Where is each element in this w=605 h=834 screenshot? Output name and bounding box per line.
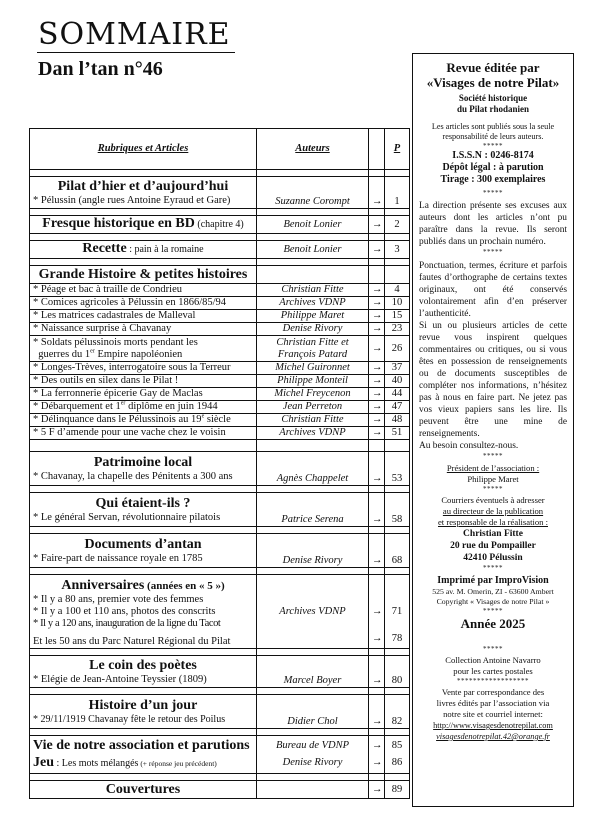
section-title: Anniversaires	[61, 578, 145, 593]
arrow-icon: →	[369, 362, 385, 375]
page-number: 71	[391, 606, 403, 617]
consult-note: Au besoin consultez-nous.	[419, 441, 519, 451]
arrow-icon: →	[372, 633, 383, 644]
arrow-icon: →	[369, 216, 385, 234]
article-author: Benoit Lonier	[257, 216, 369, 234]
arrow-icon: →	[369, 297, 385, 310]
article-author: Denise Rivory	[282, 756, 343, 768]
toc-section-row: Vie de notre association et parutions Jeu : Les mots mélangés (+ réponse jeu précédent) Bureau de VDNP Denise Rivory → → 85 86	[30, 736, 410, 774]
section-title: Grande Histoire & petites histoires	[38, 266, 248, 282]
responsibility-line2: responsabilité de leurs auteurs.	[442, 132, 544, 141]
toc-section-row	[30, 452, 410, 486]
sales-line3: notre site et courriel internet:	[443, 709, 543, 719]
article-title: * Soldats pélussinois morts pendant les guerres du 1er Empire napoléonien	[30, 336, 257, 362]
page-number: 37	[385, 362, 410, 375]
article-title: * 5 F d’amende pour une vache chez le voisin	[30, 427, 257, 440]
article-title: * Naissance surprise à Chavanay	[30, 323, 257, 336]
table-of-contents	[29, 128, 410, 799]
article-title: * La ferronnerie épicerie Gay de Maclas	[30, 388, 257, 401]
article-title: * Il y a 80 ans, premier vote des femmes	[33, 594, 204, 605]
arrow-icon: →	[369, 695, 385, 729]
arrow-icon: →	[372, 606, 383, 617]
separator-stars: *****	[483, 142, 503, 150]
article-author: Jean Perreton	[257, 401, 369, 414]
article-author: Philippe Monteil	[257, 375, 369, 388]
column-header-authors: Auteurs	[257, 129, 369, 170]
page-number: 44	[385, 388, 410, 401]
article-title: * Le général Servan, révolutionnaire pilatois	[33, 511, 221, 523]
page-number: 82	[385, 695, 410, 729]
separator-stars: *****	[483, 645, 503, 653]
arrow-icon: →	[369, 427, 385, 440]
article-author: Archives VDNP	[257, 575, 369, 649]
page-number: 2	[385, 216, 410, 234]
arrow-icon: →	[369, 336, 385, 362]
table-header-row	[30, 129, 410, 170]
article-title: * Faire-part de naissance royale en 1785	[33, 552, 203, 564]
page-number: 1	[385, 177, 410, 209]
section-title: Le coin des poètes	[89, 657, 197, 673]
table-row	[30, 336, 410, 362]
article-author: Michel Freycenon	[257, 388, 369, 401]
article-author: Agnès Chappelet	[257, 452, 369, 486]
print-run: Tirage : 300 exemplaires	[440, 174, 546, 185]
section-title: Qui étaient-ils ?	[95, 495, 191, 511]
separator-stars: *****	[483, 452, 503, 460]
arrow-icon: →	[369, 375, 385, 388]
column-header-page: P	[385, 129, 410, 170]
printer-address: 525 av. M. Omerin, ZI - 63600 Ambert	[432, 587, 554, 596]
arrow-icon: →	[369, 401, 385, 414]
issue-subtitle: Dan l’tan n°46	[38, 58, 163, 80]
page-number: 89	[385, 781, 410, 799]
arrow-icon: →	[369, 323, 385, 336]
table-row	[30, 297, 410, 310]
legal-deposit: Dépôt légal : à parution	[442, 162, 544, 173]
arrow-icon: →	[369, 284, 385, 297]
separator-stars: *****	[483, 485, 503, 493]
article-author: Marcel Boyer	[257, 656, 369, 688]
apology-note: La direction présente ses excuses aux auteurs dont les articles n’ont pu paraître dans la revue. Ils seront publiés dans un prochain numéro.	[419, 201, 567, 247]
page-number: 53	[385, 452, 410, 486]
printer: Imprimé par ImproVision	[437, 575, 549, 586]
arrow-icon: →	[372, 756, 383, 768]
sales-line2: livres édités par l’association via	[436, 698, 550, 708]
article-author: Denise Rivory	[257, 323, 369, 336]
table-row	[30, 310, 410, 323]
table-row	[30, 362, 410, 375]
society-line2: du Pilat rhodanien	[456, 104, 530, 114]
page-number: 15	[385, 310, 410, 323]
table-row	[30, 388, 410, 401]
separator-stars-long: ******************	[457, 677, 529, 685]
section-title: Couvertures	[105, 781, 181, 797]
mail-line1: Courriers éventuels à adresser	[441, 495, 545, 505]
article-author: Denise Rivory	[257, 534, 369, 568]
page-number: 85	[391, 739, 403, 751]
year: Année 2025	[460, 616, 526, 631]
table-row	[30, 427, 410, 440]
arrow-icon: →	[369, 414, 385, 427]
article-title: * 29/11/1919 Chavanay fête le retour des Poilus	[33, 713, 226, 725]
article-author: Didier Chol	[257, 695, 369, 729]
separator-stars: *****	[483, 189, 503, 197]
arrow-icon: →	[369, 534, 385, 568]
page-number: 48	[385, 414, 410, 427]
page-number: 86	[391, 756, 403, 768]
article-title: * Comices agricoles à Pélussin en 1866/85/94	[30, 297, 257, 310]
table-row	[30, 284, 410, 297]
email-link[interactable]: visagesdenotrepilat.42@orange.fr	[436, 732, 550, 741]
toc-section-row	[30, 493, 410, 527]
toc-section-row: Recette : pain à la romaine Benoit Lonier → 3	[30, 241, 410, 259]
article-author: Benoit Lonier	[257, 241, 369, 259]
article-author	[257, 781, 369, 799]
section-title: Fresque historique en BD	[42, 216, 195, 231]
article-title: * Elégie de Jean-Antoine Teyssier (1809)	[33, 673, 207, 685]
responsibility-line1: Les articles sont publiés sous la seule	[431, 122, 555, 131]
article-title: * Délinquance dans le Pélussinois au 19e siècle	[30, 414, 257, 427]
mail-line2: au directeur de la publication	[442, 506, 544, 516]
president-name: Philippe Maret	[467, 474, 519, 484]
page-number: 47	[385, 401, 410, 414]
page-number: 40	[385, 375, 410, 388]
article-author: Archives VDNP	[257, 297, 369, 310]
arrow-icon: →	[369, 493, 385, 527]
article-author: Patrice Serena	[257, 493, 369, 527]
toc-section-row	[30, 695, 410, 729]
sales-line1: Vente par correspondance des	[441, 687, 545, 697]
director-city: 42410 Pélussin	[463, 553, 523, 563]
column-header-articles: Rubriques et Articles	[30, 129, 257, 170]
page-number: 26	[385, 336, 410, 362]
section-title: Histoire d’un jour	[88, 697, 198, 713]
toc-section-row: Anniversaires (années en « 5 ») * Il y a 80 ans, premier vote des femmes * Il y a 100 et 110 ans, photos des conscrits * Il y a 120 ans, inauguration de la ligne du Tacot Et les 50 ans du Parc Naturel Régional du Pilat Archives VDNP → → 71 78	[30, 575, 410, 649]
table-row	[30, 375, 410, 388]
page-number: 3	[385, 241, 410, 259]
article-author: Suzanne Corompt	[257, 177, 369, 209]
page-number: 4	[385, 284, 410, 297]
page-number: 78	[391, 633, 403, 644]
article-title: * Pélussin (angle rues Antoine Eyraud et Gare)	[33, 194, 231, 206]
toc-section-row: Fresque historique en BD (chapitre 4) Benoit Lonier → 2	[30, 216, 410, 234]
collection-line2: pour les cartes postales	[453, 666, 533, 676]
separator-stars: *****	[483, 248, 503, 256]
article-author: Christian Fitte et François Patard	[257, 336, 369, 362]
page-number: 58	[385, 493, 410, 527]
arrow-icon: →	[369, 781, 385, 799]
section-title: Vie de notre association et parutions	[33, 738, 250, 753]
contribution-appeal: Si un ou plusieurs articles de cette revue vous inspirent quelques commentaires ou critiques, ou si vous êtes en possession de renseignements ou de documents susceptibles de compléter nos informations, n’hésitez pas à nous en faire part. Ne jetez pas vos vieux papiers sans les lire. Ils peuvent être une mine de renseignements.	[419, 321, 567, 439]
article-author: Archives VDNP	[257, 427, 369, 440]
page-number: 51	[385, 427, 410, 440]
toc-section-row	[30, 177, 410, 209]
toc-section-row	[30, 534, 410, 568]
article-title: * Il y a 120 ans, inauguration de la ligne du Tacot	[33, 618, 221, 629]
mail-line3: et responsable de la réalisation :	[437, 517, 548, 527]
toc-section-row	[30, 781, 410, 799]
arrow-icon: →	[372, 739, 383, 751]
page-number: 68	[385, 534, 410, 568]
arrow-icon: →	[369, 310, 385, 323]
publisher-line2: «Visages de notre Pilat»	[426, 75, 560, 90]
arrow-icon: →	[369, 656, 385, 688]
arrow-icon: →	[369, 177, 385, 209]
page-number: 23	[385, 323, 410, 336]
toc-section-row	[30, 656, 410, 688]
article-title: * Péage et bac à traille de Condrieu	[30, 284, 257, 297]
issn: I.S.S.N : 0246-8174	[452, 150, 534, 161]
page-number: 10	[385, 297, 410, 310]
section-title: Pilat d’hier et d’aujourd’hui	[57, 178, 229, 194]
page-number: 80	[385, 656, 410, 688]
section-title: Patrimoine local	[93, 454, 193, 470]
director-name: Christian Fitte	[463, 529, 523, 539]
section-title: Recette	[82, 241, 127, 256]
table-row	[30, 323, 410, 336]
publisher-line1: Revue éditée par	[446, 60, 540, 75]
article-author: Christian Fitte	[257, 414, 369, 427]
article-title: * Les matrices cadastrales de Malleval	[30, 310, 257, 323]
website-link[interactable]: http://www.visagesdenotrepilat.com	[433, 721, 553, 730]
separator-stars: *****	[483, 607, 503, 615]
article-title: * Il y a 100 et 110 ans, photos des conscrits	[33, 606, 216, 617]
article-author: Christian Fitte	[257, 284, 369, 297]
punctuation-note: Ponctuation, termes, écriture et parfois fautes d’orthographe de certains textes originaux, ont été conservés volontairement afin d’en préserver l’authenticité.	[419, 261, 567, 319]
section-title: Jeu	[33, 755, 54, 770]
article-title: * Longes-Trèves, interrogatoire sous la Terreur	[30, 362, 257, 375]
society-line1: Société historique	[458, 93, 528, 103]
table-row	[30, 414, 410, 427]
collection-line1: Collection Antoine Navarro	[445, 655, 541, 665]
separator-stars: *****	[483, 564, 503, 572]
publisher-info-panel	[412, 53, 574, 807]
article-title: * Des outils en silex dans le Pilat !	[30, 375, 257, 388]
article-author: Philippe Maret	[257, 310, 369, 323]
article-author: Bureau de VDNP	[275, 739, 350, 751]
president-label: Président de l’association :	[446, 463, 540, 473]
arrow-icon: →	[369, 388, 385, 401]
arrow-icon: →	[369, 241, 385, 259]
copyright: Copyright « Visages de notre Pilat »	[436, 597, 550, 606]
article-title: Et les 50 ans du Parc Naturel Régional du Pilat	[33, 636, 231, 647]
table-row	[30, 401, 410, 414]
director-street: 20 rue du Pompailler	[450, 541, 536, 551]
article-author: Michel Guironnet	[257, 362, 369, 375]
arrow-icon: →	[369, 452, 385, 486]
section-title: Documents d’antan	[84, 536, 202, 552]
toc-section-row	[30, 266, 410, 284]
article-title: * Débarquement et 1er diplôme en juin 1944	[30, 401, 257, 414]
article-title: * Chavanay, la chapelle des Pénitents a 300 ans	[33, 470, 233, 482]
page-title: SOMMAIRE	[37, 18, 235, 53]
